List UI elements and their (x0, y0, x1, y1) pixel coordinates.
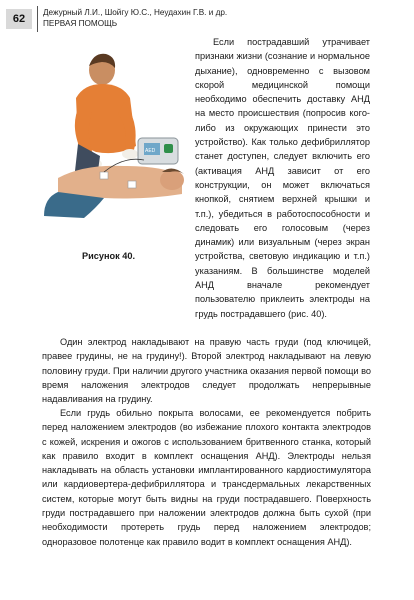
aed-label: AED (145, 148, 156, 154)
paragraph-1: Если пострадавший утрачивает признаки жизни (сознание и нормальное дыхание), одновременно с вызовом скорой медицинской помощи необходимо обеспечить доставку АНД на место происшествия (попросив кого-либо из окружающих принести это устройство). Как только дефибриллятор станет доступен, следует включить его (активация АНД зависит от его конструкции, он может включаться кнопкой, снятием верхней крышки и т.п.), убедиться в работоспособности и следовать его голосовым (через динамик) или визуальным (через экран устройства, световую индикацию и т.п.) указаниям. В большинстве моделей АНД вначале рекомендует пользователю приклеить электроды на грудь пострадавшего (рис. 40). (195, 37, 370, 319)
victim-head (160, 170, 184, 190)
rescuer-glove-right (122, 149, 138, 159)
header-divider (37, 6, 38, 32)
electrode-pad-left (128, 181, 136, 188)
page-number: 62 (6, 9, 32, 29)
figure-aed-illustration (44, 48, 189, 228)
figure-caption: Рисунок 40. (82, 251, 136, 261)
aed-button (164, 144, 173, 153)
header-authors: Дежурный Л.И., Шойгу Ю.С., Неудахин Г.В. и др. (43, 8, 228, 17)
paragraph-3: Если грудь обильно покрыта волосами, ее рекомендуется побрить перед наложением электродов (во избежание плохого контакта электродов с кожей, искрения и ожогов с использованием бритвенного станка, который как правило входит в комплект оснащения АНД). Электроды нельзя накладывать на область установки имплантированного кардиостимулятора или кардиовертера-дефибриллятора и трансдермальных лекарственных систем, которые могут быть видны на груди пострадавшего. Поверхность груди пострадавшего при наложении электродов должна быть сухой (при необходимости протереть грудь перед наложением электродов; одноразовое полотенце как правило водит в комплект оснащения АНД). (42, 408, 371, 547)
page-header (0, 0, 414, 40)
paragraph-2: Один электрод накладывают на правую часть груди (под ключицей, правее грудины, не на грудину!). Второй электрод накладывают на левую половину груди. При наличии другого участника оказания первой помощи во время наложения электродов следует продолжать непрерывные надавливания на грудину. (42, 337, 371, 405)
header-book-title: ПЕРВАЯ ПОМОЩЬ (43, 19, 118, 28)
electrode-pad-right (100, 172, 108, 179)
